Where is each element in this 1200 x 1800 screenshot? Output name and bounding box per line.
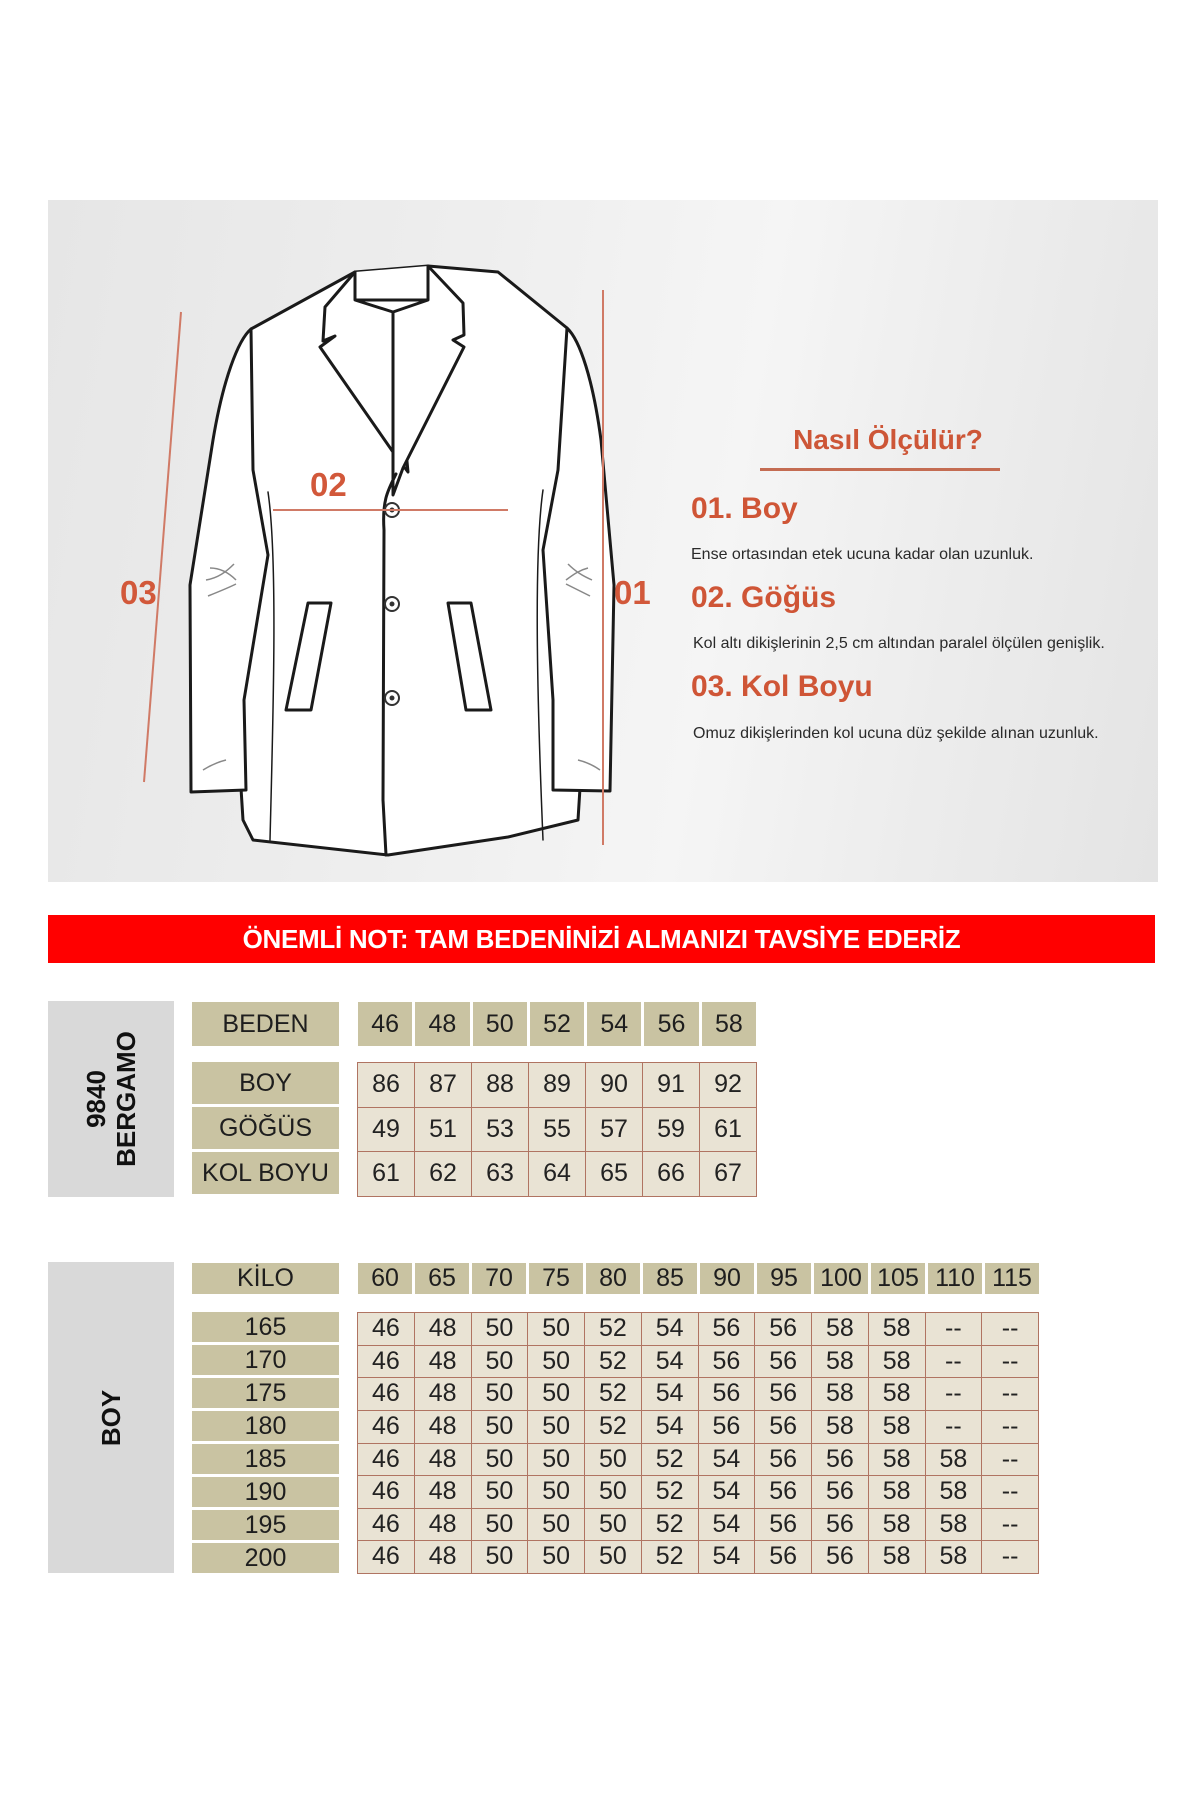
fit-size-cell: 54 bbox=[642, 1346, 699, 1379]
weight-header-cell: 75 bbox=[529, 1263, 583, 1294]
important-note-banner: ÖNEMLİ NOT: TAM BEDENİNİZİ ALMANIZI TAVSİYE EDERİZ bbox=[48, 915, 1155, 963]
measurement-row-label: KOL BOYU bbox=[192, 1152, 339, 1194]
step-description-length: Ense ortasından etek ucuna kadar olan uzunluk. bbox=[691, 546, 1034, 563]
title-underline bbox=[760, 468, 1000, 471]
measurement-cell: 65 bbox=[586, 1152, 643, 1197]
measurement-guide-panel bbox=[48, 200, 1158, 882]
fit-size-cell: 50 bbox=[528, 1313, 585, 1346]
fit-size-cell: -- bbox=[926, 1378, 983, 1411]
fit-size-cell: 50 bbox=[528, 1411, 585, 1444]
weight-header-cell: 80 bbox=[586, 1263, 640, 1294]
fit-size-cell: 58 bbox=[812, 1313, 869, 1346]
model-name: BERGAMO bbox=[111, 1031, 141, 1167]
fit-size-cell: 56 bbox=[699, 1411, 756, 1444]
height-row-label: 195 bbox=[192, 1510, 339, 1540]
fit-size-cell: 48 bbox=[415, 1476, 472, 1509]
fit-size-cell: 58 bbox=[926, 1509, 983, 1542]
measurement-cell: 86 bbox=[358, 1063, 415, 1108]
measurement-cell: 91 bbox=[643, 1063, 700, 1108]
fit-size-cell: 56 bbox=[699, 1346, 756, 1379]
fit-size-cell: 52 bbox=[642, 1509, 699, 1542]
weight-header-cell: 110 bbox=[928, 1263, 982, 1294]
weight-header-cell: 105 bbox=[871, 1263, 925, 1294]
weight-header-cell: 115 bbox=[985, 1263, 1039, 1294]
fit-size-cell: 52 bbox=[585, 1411, 642, 1444]
fit-size-cell: -- bbox=[982, 1313, 1039, 1346]
fit-size-cell: 52 bbox=[642, 1444, 699, 1477]
fit-size-cell: 58 bbox=[869, 1509, 926, 1542]
model-label-box bbox=[48, 1001, 174, 1197]
size-header-cell: 56 bbox=[644, 1002, 698, 1046]
fit-size-cell: 50 bbox=[472, 1509, 529, 1542]
fit-size-cell: 52 bbox=[585, 1313, 642, 1346]
size-header-cell: 48 bbox=[415, 1002, 469, 1046]
fit-size-cell: 50 bbox=[528, 1541, 585, 1574]
fit-size-cell: 56 bbox=[755, 1411, 812, 1444]
chest-measure-label: 02 bbox=[310, 466, 347, 503]
fit-size-cell: 52 bbox=[642, 1541, 699, 1574]
size-header-label: BEDEN bbox=[192, 1002, 339, 1046]
model-code: 9840 bbox=[81, 1070, 111, 1128]
fit-size-cell: 58 bbox=[812, 1378, 869, 1411]
fit-size-cell: 46 bbox=[358, 1444, 415, 1477]
fit-size-cell: 50 bbox=[472, 1346, 529, 1379]
fit-size-cell: 50 bbox=[585, 1509, 642, 1542]
fit-size-cell: 50 bbox=[472, 1411, 529, 1444]
height-row-label: 200 bbox=[192, 1543, 339, 1573]
fit-size-cell: -- bbox=[926, 1411, 983, 1444]
fit-size-cell: 52 bbox=[585, 1378, 642, 1411]
fit-size-cell: -- bbox=[982, 1476, 1039, 1509]
fit-size-cell: 58 bbox=[869, 1346, 926, 1379]
measurement-cell: 51 bbox=[415, 1108, 472, 1153]
height-row-label: 190 bbox=[192, 1477, 339, 1507]
fit-size-cell: 54 bbox=[642, 1411, 699, 1444]
step-description-chest: Kol altı dikişlerinin 2,5 cm altından paralel ölçülen genişlik. bbox=[693, 635, 1105, 652]
fit-size-cell: -- bbox=[982, 1346, 1039, 1379]
fit-size-cell: 46 bbox=[358, 1346, 415, 1379]
fit-size-grid bbox=[357, 1312, 1039, 1574]
measurement-cell: 64 bbox=[529, 1152, 586, 1197]
measurement-cell: 53 bbox=[472, 1108, 529, 1153]
fit-size-cell: 56 bbox=[812, 1444, 869, 1477]
fit-size-cell: 58 bbox=[869, 1541, 926, 1574]
measurement-cell: 63 bbox=[472, 1152, 529, 1197]
measurement-row-label: GÖĞÜS bbox=[192, 1107, 339, 1149]
fit-size-cell: 48 bbox=[415, 1509, 472, 1542]
step-title-chest: 02. Göğüs bbox=[691, 581, 837, 614]
step-title-length: 01. Boy bbox=[691, 492, 798, 525]
fit-size-cell: 46 bbox=[358, 1541, 415, 1574]
fit-size-cell: 50 bbox=[585, 1541, 642, 1574]
measurement-label-column bbox=[192, 1062, 339, 1194]
fit-size-cell: 48 bbox=[415, 1313, 472, 1346]
weight-header-cell: 90 bbox=[700, 1263, 754, 1294]
fit-size-cell: 54 bbox=[699, 1541, 756, 1574]
measurement-cell: 49 bbox=[358, 1108, 415, 1153]
how-to-measure-title: Nasıl Ölçülür? bbox=[793, 424, 983, 455]
fit-size-cell: 50 bbox=[472, 1378, 529, 1411]
fit-size-cell: 50 bbox=[472, 1313, 529, 1346]
weight-header-cell: 95 bbox=[757, 1263, 811, 1294]
fit-size-cell: 54 bbox=[699, 1476, 756, 1509]
coat-collar bbox=[355, 266, 428, 300]
fit-size-cell: 56 bbox=[755, 1476, 812, 1509]
fit-size-cell: 58 bbox=[869, 1476, 926, 1509]
weight-header-cell: 100 bbox=[814, 1263, 868, 1294]
weight-header-cell: 60 bbox=[358, 1263, 412, 1294]
fit-size-cell: 56 bbox=[699, 1378, 756, 1411]
sleeve-measure-label: 03 bbox=[120, 574, 157, 611]
weight-header-cell: 85 bbox=[643, 1263, 697, 1294]
fit-size-cell: 50 bbox=[528, 1509, 585, 1542]
fit-size-cell: 50 bbox=[472, 1476, 529, 1509]
size-header-cell: 46 bbox=[358, 1002, 412, 1046]
fit-size-cell: 56 bbox=[755, 1541, 812, 1574]
fit-size-cell: 46 bbox=[358, 1411, 415, 1444]
size-header-cell: 54 bbox=[587, 1002, 641, 1046]
fit-size-cell: 56 bbox=[755, 1378, 812, 1411]
measurement-cell: 88 bbox=[472, 1063, 529, 1108]
fit-size-cell: 50 bbox=[585, 1476, 642, 1509]
weight-header-label: KİLO bbox=[192, 1263, 339, 1294]
fit-size-cell: -- bbox=[982, 1509, 1039, 1542]
height-row-label: 170 bbox=[192, 1345, 339, 1375]
sleeve-measure-line bbox=[144, 312, 181, 782]
fit-size-cell: 52 bbox=[642, 1476, 699, 1509]
fit-size-cell: 56 bbox=[812, 1509, 869, 1542]
weight-header-cell: 65 bbox=[415, 1263, 469, 1294]
fit-size-cell: -- bbox=[926, 1313, 983, 1346]
fit-size-cell: 54 bbox=[699, 1444, 756, 1477]
coat-illustration bbox=[48, 200, 1158, 882]
measurement-cell: 59 bbox=[643, 1108, 700, 1153]
fit-size-cell: 50 bbox=[472, 1541, 529, 1574]
fit-size-cell: 56 bbox=[812, 1476, 869, 1509]
measurement-cell: 55 bbox=[529, 1108, 586, 1153]
fit-size-cell: 56 bbox=[755, 1346, 812, 1379]
size-header-cell: 52 bbox=[530, 1002, 584, 1046]
fit-size-cell: 48 bbox=[415, 1541, 472, 1574]
fit-size-cell: 56 bbox=[755, 1444, 812, 1477]
fit-size-cell: 50 bbox=[528, 1378, 585, 1411]
measurement-cell: 61 bbox=[700, 1108, 757, 1153]
height-row-label: 165 bbox=[192, 1312, 339, 1342]
fit-size-cell: 58 bbox=[926, 1541, 983, 1574]
fit-size-cell: 48 bbox=[415, 1378, 472, 1411]
height-row-label: 180 bbox=[192, 1411, 339, 1441]
measurement-cell: 67 bbox=[700, 1152, 757, 1197]
step-title-sleeve: 03. Kol Boyu bbox=[691, 670, 873, 703]
size-measurement-grid bbox=[357, 1062, 757, 1197]
size-header-cell: 58 bbox=[702, 1002, 756, 1046]
fit-size-cell: 48 bbox=[415, 1411, 472, 1444]
fit-size-cell: 56 bbox=[699, 1313, 756, 1346]
fit-size-cell: -- bbox=[982, 1541, 1039, 1574]
height-row-label: 185 bbox=[192, 1444, 339, 1474]
height-axis-box bbox=[48, 1262, 174, 1573]
fit-size-cell: 54 bbox=[642, 1378, 699, 1411]
fit-size-cell: -- bbox=[982, 1378, 1039, 1411]
fit-size-cell: 56 bbox=[755, 1313, 812, 1346]
fit-size-cell: 52 bbox=[585, 1346, 642, 1379]
fit-size-cell: 46 bbox=[358, 1313, 415, 1346]
height-axis-label: BOY bbox=[96, 1389, 126, 1446]
fit-size-cell: 50 bbox=[472, 1444, 529, 1477]
fit-size-cell: 54 bbox=[699, 1509, 756, 1542]
fit-size-cell: -- bbox=[926, 1346, 983, 1379]
measurement-cell: 90 bbox=[586, 1063, 643, 1108]
fit-size-cell: 46 bbox=[358, 1378, 415, 1411]
fit-size-cell: 50 bbox=[585, 1444, 642, 1477]
measurement-cell: 61 bbox=[358, 1152, 415, 1197]
length-measure-label: 01 bbox=[614, 574, 651, 611]
fit-size-cell: 58 bbox=[812, 1411, 869, 1444]
fit-size-cell: 58 bbox=[812, 1346, 869, 1379]
step-description-sleeve: Omuz dikişlerinden kol ucuna düz şekilde alınan uzunluk. bbox=[693, 725, 1099, 742]
measurement-cell: 87 bbox=[415, 1063, 472, 1108]
fit-size-cell: 58 bbox=[869, 1313, 926, 1346]
measurement-cell: 92 bbox=[700, 1063, 757, 1108]
fit-size-cell: 50 bbox=[528, 1346, 585, 1379]
fit-size-cell: 56 bbox=[755, 1509, 812, 1542]
fit-size-cell: 58 bbox=[869, 1444, 926, 1477]
fit-size-cell: -- bbox=[982, 1411, 1039, 1444]
height-row-label: 175 bbox=[192, 1378, 339, 1408]
measurement-cell: 57 bbox=[586, 1108, 643, 1153]
fit-size-cell: 50 bbox=[528, 1444, 585, 1477]
fit-size-cell: 56 bbox=[812, 1541, 869, 1574]
fit-size-cell: 58 bbox=[926, 1476, 983, 1509]
fit-size-cell: 54 bbox=[642, 1313, 699, 1346]
size-header-cell: 50 bbox=[473, 1002, 527, 1046]
model-label bbox=[81, 1031, 141, 1167]
height-label-column bbox=[192, 1312, 339, 1573]
fit-size-cell: 58 bbox=[926, 1444, 983, 1477]
fit-size-cell: 46 bbox=[358, 1476, 415, 1509]
fit-size-cell: 58 bbox=[869, 1411, 926, 1444]
fit-size-cell: -- bbox=[982, 1444, 1039, 1477]
weight-header-row bbox=[358, 1263, 1039, 1294]
fit-size-cell: 58 bbox=[869, 1378, 926, 1411]
fit-size-cell: 48 bbox=[415, 1346, 472, 1379]
fit-size-cell: 46 bbox=[358, 1509, 415, 1542]
measurement-cell: 66 bbox=[643, 1152, 700, 1197]
weight-header-cell: 70 bbox=[472, 1263, 526, 1294]
size-header-row bbox=[358, 1002, 756, 1046]
measurement-row-label: BOY bbox=[192, 1062, 339, 1104]
fit-size-cell: 48 bbox=[415, 1444, 472, 1477]
measurement-cell: 89 bbox=[529, 1063, 586, 1108]
fit-size-cell: 50 bbox=[528, 1476, 585, 1509]
measurement-cell: 62 bbox=[415, 1152, 472, 1197]
